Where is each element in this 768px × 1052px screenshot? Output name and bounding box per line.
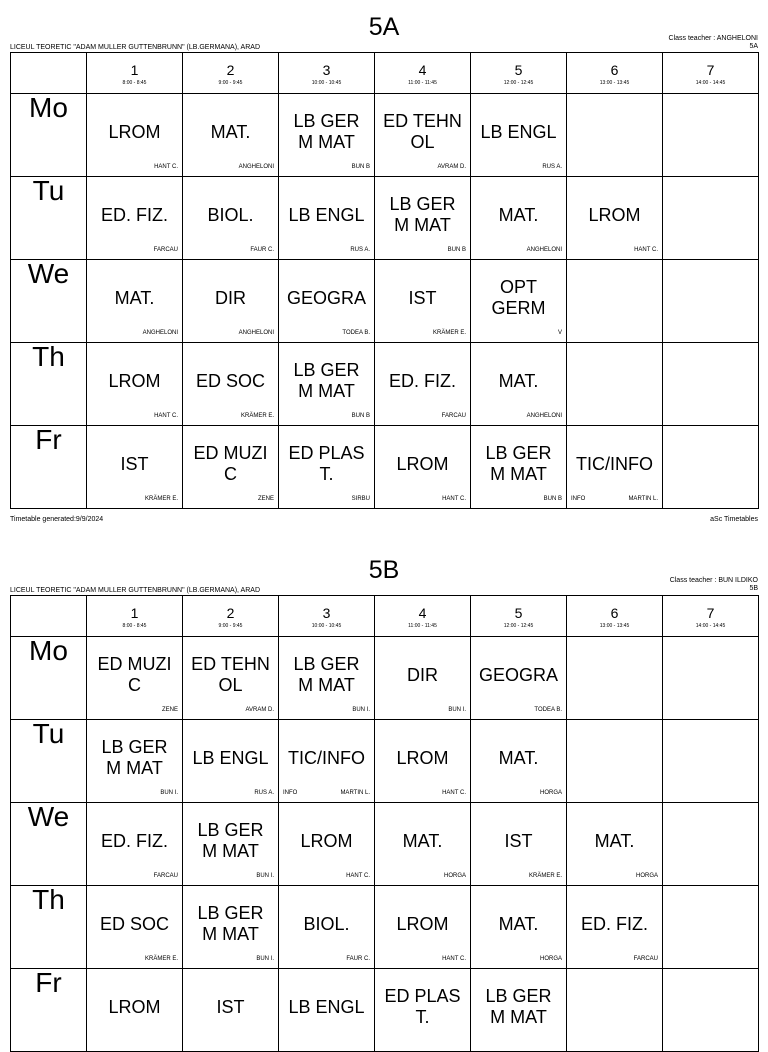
- period-time: 12:00 - 12:45: [503, 80, 534, 86]
- lesson-cell: [375, 886, 471, 969]
- period-header: [183, 596, 279, 637]
- teacher-name: FARCAU: [153, 247, 178, 253]
- teacher-name: ANGHELONI: [238, 164, 274, 170]
- corner-cell: [11, 596, 87, 637]
- lesson-cell: [375, 637, 471, 720]
- lesson-cell: [87, 969, 183, 1052]
- lesson-cell: [279, 969, 375, 1052]
- day-name: Th: [32, 342, 65, 372]
- period-number: 7: [706, 605, 715, 621]
- lesson-cell: [663, 803, 759, 886]
- day-name: We: [27, 802, 70, 832]
- lesson-cell: [375, 803, 471, 886]
- day-name: Mo: [29, 93, 68, 123]
- subject-line: LROM: [108, 996, 161, 1017]
- period-number: 4: [418, 62, 427, 78]
- subject: [279, 979, 374, 1035]
- subject-line: LROM: [300, 830, 353, 851]
- teacher-name: BUN I.: [352, 707, 370, 713]
- subject-line: M MAT: [106, 758, 163, 778]
- subject-line: LB GER: [389, 194, 456, 214]
- teacher-name: ZENE: [161, 707, 178, 713]
- lesson-cell: [279, 803, 375, 886]
- lesson-cell: [183, 886, 279, 969]
- period-time: 14:00 - 14:45: [695, 80, 726, 86]
- teacher-name: HANT C.: [154, 413, 178, 419]
- period-time: 12:00 - 12:45: [503, 623, 534, 629]
- teacher-name: HANT C.: [442, 956, 466, 962]
- subject-line: LB GER: [485, 443, 552, 463]
- teacher-name: MARTIN L.: [340, 790, 370, 796]
- lesson-cell: [663, 637, 759, 720]
- lesson-cell: [567, 720, 663, 803]
- day-label: [11, 886, 87, 969]
- subject-line: GERM: [491, 298, 546, 318]
- teacher-name: KRÄMER E.: [432, 330, 466, 336]
- period-time: 8:00 - 8:45: [122, 623, 147, 629]
- teacher-name: HORGA: [539, 956, 562, 962]
- teacher-name: KRÄMER E.: [144, 956, 178, 962]
- subject: [567, 896, 662, 952]
- subject-line: DIR: [407, 664, 438, 685]
- class-title: 5A: [368, 13, 400, 41]
- period-time: 11:00 - 11:45: [408, 623, 437, 629]
- subject: [375, 813, 470, 869]
- school-name: LICEUL TEORETIC "ADAM MULLER GUTTENBRUNN" (LB.GERMANA), ARAD: [10, 587, 261, 594]
- subject-line: T.: [319, 464, 334, 484]
- subject-line: M MAT: [490, 1007, 547, 1027]
- lesson-cell: [375, 720, 471, 803]
- subject-line: LB GER: [197, 820, 264, 840]
- day-name: We: [27, 259, 70, 289]
- day-label: [11, 803, 87, 886]
- period-number: 1: [130, 62, 139, 78]
- subject-line: LROM: [108, 370, 161, 391]
- subject-line: OL: [410, 132, 435, 152]
- software-credit: aSc Timetables: [710, 516, 758, 523]
- day-row: [11, 969, 759, 1052]
- period-time: 13:00 - 13:45: [599, 80, 630, 86]
- teacher-name: FAUR C.: [250, 247, 274, 253]
- subject: [87, 647, 182, 703]
- subject-line: ED MUZI: [97, 654, 172, 674]
- period-time: 8:00 - 8:45: [122, 80, 147, 86]
- day-name: Fr: [35, 968, 62, 998]
- teacher-name: FARCAU: [441, 413, 466, 419]
- subject-line: TIC/INFO: [288, 747, 365, 768]
- subject-line: LB GER: [293, 360, 360, 380]
- teacher-name: RUS A.: [350, 247, 370, 253]
- room-name: INFO: [283, 790, 298, 796]
- subject-line: ED TEHN: [383, 111, 462, 131]
- subject: [279, 647, 374, 703]
- subject: [375, 730, 470, 786]
- subject-line: LROM: [588, 204, 641, 225]
- subject: [87, 813, 182, 869]
- teacher-name: SIRBU: [351, 496, 370, 502]
- lesson-cell: [183, 637, 279, 720]
- period-number: 3: [322, 605, 331, 621]
- teacher-name: KRÄMER E.: [144, 496, 178, 502]
- subject-line: LROM: [396, 453, 449, 474]
- subject-line: LB ENGL: [480, 121, 557, 142]
- period-time: 14:00 - 14:45: [695, 623, 726, 629]
- period-number: 5: [514, 605, 523, 621]
- day-name: Tu: [32, 176, 65, 206]
- subject-line: C: [128, 675, 141, 695]
- lesson-cell: [183, 803, 279, 886]
- subject-line: MAT.: [498, 370, 539, 391]
- school-name: LICEUL TEORETIC "ADAM MULLER GUTTENBRUNN" (LB.GERMANA), ARAD: [10, 44, 261, 51]
- teacher-name: AVRAM D.: [245, 707, 274, 713]
- subject: [471, 813, 566, 869]
- period-time: 13:00 - 13:45: [599, 623, 630, 629]
- teacher-name: ANGHELONI: [238, 330, 274, 336]
- subject-line: GEOGRA: [286, 287, 366, 308]
- period-number: 6: [610, 62, 619, 78]
- period-header: [87, 596, 183, 637]
- subject-line: DIR: [215, 287, 246, 308]
- teacher-name: BUN B: [351, 413, 370, 419]
- period-header: [471, 596, 567, 637]
- teacher-name: AVRAM D.: [437, 164, 466, 170]
- teacher-name: TODEA B.: [534, 707, 562, 713]
- period-time: 11:00 - 11:45: [408, 80, 437, 86]
- teacher-name: BUN I.: [256, 873, 274, 879]
- subject-line: IST: [408, 287, 437, 308]
- lesson-cell: [567, 886, 663, 969]
- lesson-cell: [663, 969, 759, 1052]
- teacher-name: BUN I.: [448, 707, 466, 713]
- subject: [183, 896, 278, 952]
- period-time: 9:00 - 9:45: [218, 80, 243, 86]
- subject-line: C: [224, 464, 237, 484]
- subject-line: T.: [415, 1007, 430, 1027]
- subject: [279, 813, 374, 869]
- lesson-cell: [87, 803, 183, 886]
- period-header: [279, 596, 375, 637]
- lesson-cell: [471, 637, 567, 720]
- teacher-name: ANGHELONI: [526, 413, 562, 419]
- lesson-cell: [471, 886, 567, 969]
- subject: [471, 647, 566, 703]
- lesson-cell: [87, 637, 183, 720]
- subject-line: M MAT: [298, 381, 355, 401]
- period-header: [567, 596, 663, 637]
- teacher-name: HANT C.: [442, 496, 466, 502]
- period-header-row: [11, 596, 759, 637]
- teacher-name: KRÄMER E.: [528, 873, 562, 879]
- day-name: Mo: [29, 636, 68, 666]
- period-number: 2: [226, 605, 235, 621]
- class-teacher-class: 5A: [749, 43, 758, 50]
- teacher-name: TODEA B.: [342, 330, 370, 336]
- period-number: 7: [706, 62, 715, 78]
- teacher-name: ANGHELONI: [526, 247, 562, 253]
- subject: [375, 896, 470, 952]
- teacher-name: MARTIN L.: [628, 496, 658, 502]
- subject-line: LB ENGL: [288, 996, 365, 1017]
- subject-line: MAT.: [498, 204, 539, 225]
- subject-line: IST: [216, 996, 245, 1017]
- subject-line: LB GER: [197, 903, 264, 923]
- period-time: 9:00 - 9:45: [218, 623, 243, 629]
- subject-line: ED. FIZ.: [581, 913, 648, 934]
- subject-line: IST: [120, 453, 149, 474]
- subject: [471, 730, 566, 786]
- subject-line: IST: [504, 830, 533, 851]
- subject-line: M MAT: [298, 132, 355, 152]
- teacher-name: RUS A.: [542, 164, 562, 170]
- day-label: [11, 720, 87, 803]
- subject: [87, 896, 182, 952]
- subject-line: LROM: [108, 121, 161, 142]
- teacher-name: HANT C.: [442, 790, 466, 796]
- subject-line: M MAT: [202, 924, 259, 944]
- room-name: INFO: [571, 496, 586, 502]
- day-label: [11, 637, 87, 720]
- teacher-name: BUN B: [543, 496, 562, 502]
- teacher-name: FARCAU: [633, 956, 658, 962]
- day-row: [11, 803, 759, 886]
- lesson-cell: [663, 886, 759, 969]
- lesson-cell: [87, 886, 183, 969]
- subject-line: ED SOC: [195, 370, 265, 391]
- subject: [279, 730, 374, 786]
- subject: [87, 979, 182, 1035]
- teacher-name: ANGHELONI: [142, 330, 178, 336]
- subject-line: LB GER: [293, 654, 360, 674]
- teacher-name: BUN B: [351, 164, 370, 170]
- subject-line: TIC/INFO: [576, 453, 653, 474]
- subject-line: LB GER: [293, 111, 360, 131]
- subject-line: ED. FIZ.: [101, 204, 168, 225]
- subject-line: LB GER: [101, 737, 168, 757]
- lesson-cell: [567, 637, 663, 720]
- day-label: [11, 969, 87, 1052]
- subject-line: OPT: [499, 277, 537, 297]
- lesson-cell: [183, 969, 279, 1052]
- teacher-name: HANT C.: [634, 247, 658, 253]
- subject-line: MAT.: [498, 747, 539, 768]
- subject: [471, 979, 566, 1035]
- teacher-name: HANT C.: [154, 164, 178, 170]
- subject-line: LROM: [396, 747, 449, 768]
- subject: [375, 647, 470, 703]
- teacher-name: V: [557, 330, 562, 336]
- lesson-cell: [279, 720, 375, 803]
- subject-line: LB ENGL: [192, 747, 269, 768]
- class-teacher-label: Class teacher : BUN ILDIKO: [669, 577, 758, 584]
- subject-line: BIOL.: [207, 204, 254, 225]
- subject-line: ED. FIZ.: [389, 370, 456, 391]
- lesson-cell: [471, 969, 567, 1052]
- subject-line: MAT.: [594, 830, 635, 851]
- day-name: Tu: [32, 719, 65, 749]
- subject-line: LROM: [396, 913, 449, 934]
- lesson-cell: [663, 720, 759, 803]
- subject-line: MAT.: [402, 830, 443, 851]
- subject-line: BIOL.: [303, 913, 350, 934]
- subject-line: M MAT: [490, 464, 547, 484]
- lesson-cell: [183, 720, 279, 803]
- period-number: 2: [226, 62, 235, 78]
- subject-line: ED MUZI: [193, 443, 268, 463]
- subject-line: M MAT: [298, 675, 355, 695]
- subject-line: OL: [218, 675, 243, 695]
- subject: [279, 896, 374, 952]
- subject-line: ED. FIZ.: [101, 830, 168, 851]
- lesson-cell: [471, 720, 567, 803]
- subject-line: MAT.: [498, 913, 539, 934]
- teacher-name: BUN I.: [160, 790, 178, 796]
- period-number: 3: [322, 62, 331, 78]
- subject-line: GEOGRA: [478, 664, 558, 685]
- subject: [183, 813, 278, 869]
- lesson-cell: [279, 637, 375, 720]
- day-row: [11, 637, 759, 720]
- teacher-name: HORGA: [635, 873, 658, 879]
- teacher-name: ZENE: [257, 496, 274, 502]
- class-teacher-class: 5B: [749, 585, 758, 592]
- lesson-cell: [375, 969, 471, 1052]
- day-name: Th: [32, 885, 65, 915]
- teacher-name: HORGA: [539, 790, 562, 796]
- period-header: [663, 596, 759, 637]
- period-time: 10:00 - 10:45: [311, 623, 342, 629]
- teacher-name: BUN B: [447, 247, 466, 253]
- teacher-name: FAUR C.: [346, 956, 370, 962]
- teacher-name: RUS A.: [254, 790, 274, 796]
- day-name: Fr: [35, 425, 62, 455]
- day-row: [11, 720, 759, 803]
- day-row: [11, 886, 759, 969]
- subject-line: MAT.: [210, 121, 251, 142]
- period-number: 5: [514, 62, 523, 78]
- period-number: 6: [610, 605, 619, 621]
- subject: [471, 896, 566, 952]
- class-teacher: [670, 577, 758, 593]
- teacher-name: BUN I.: [256, 956, 274, 962]
- subject: [567, 813, 662, 869]
- lesson-cell: [279, 886, 375, 969]
- lesson-cell: [567, 803, 663, 886]
- period-number: 1: [130, 605, 139, 621]
- subject-line: M MAT: [202, 841, 259, 861]
- subject: [375, 979, 470, 1035]
- subject-line: ED PLAS: [384, 986, 461, 1006]
- subject-line: LB ENGL: [288, 204, 365, 225]
- teacher-name: HANT C.: [346, 873, 370, 879]
- timetable-grid: [10, 595, 759, 1052]
- subject: [87, 730, 182, 786]
- subject-line: M MAT: [394, 215, 451, 235]
- subject: [183, 730, 278, 786]
- lesson-cell: [567, 969, 663, 1052]
- subject: [183, 979, 278, 1035]
- lesson-cell: [471, 803, 567, 886]
- class-teacher-label: Class teacher : ANGHELONI: [668, 35, 758, 42]
- lesson-cell: [87, 720, 183, 803]
- subject-line: ED PLAS: [288, 443, 365, 463]
- subject-line: ED SOC: [99, 913, 169, 934]
- period-number: 4: [418, 605, 427, 621]
- subject-line: LB GER: [485, 986, 552, 1006]
- class-title: 5B: [368, 556, 400, 584]
- subject-line: MAT.: [114, 287, 155, 308]
- generated-date: Timetable generated:9/9/2024: [10, 516, 104, 523]
- period-time: 10:00 - 10:45: [311, 80, 342, 86]
- teacher-name: KRÄMER E.: [240, 413, 274, 419]
- teacher-name: FARCAU: [153, 873, 178, 879]
- teacher-name: HORGA: [443, 873, 466, 879]
- subject: [183, 647, 278, 703]
- subject-line: ED TEHN: [191, 654, 270, 674]
- period-header: [375, 596, 471, 637]
